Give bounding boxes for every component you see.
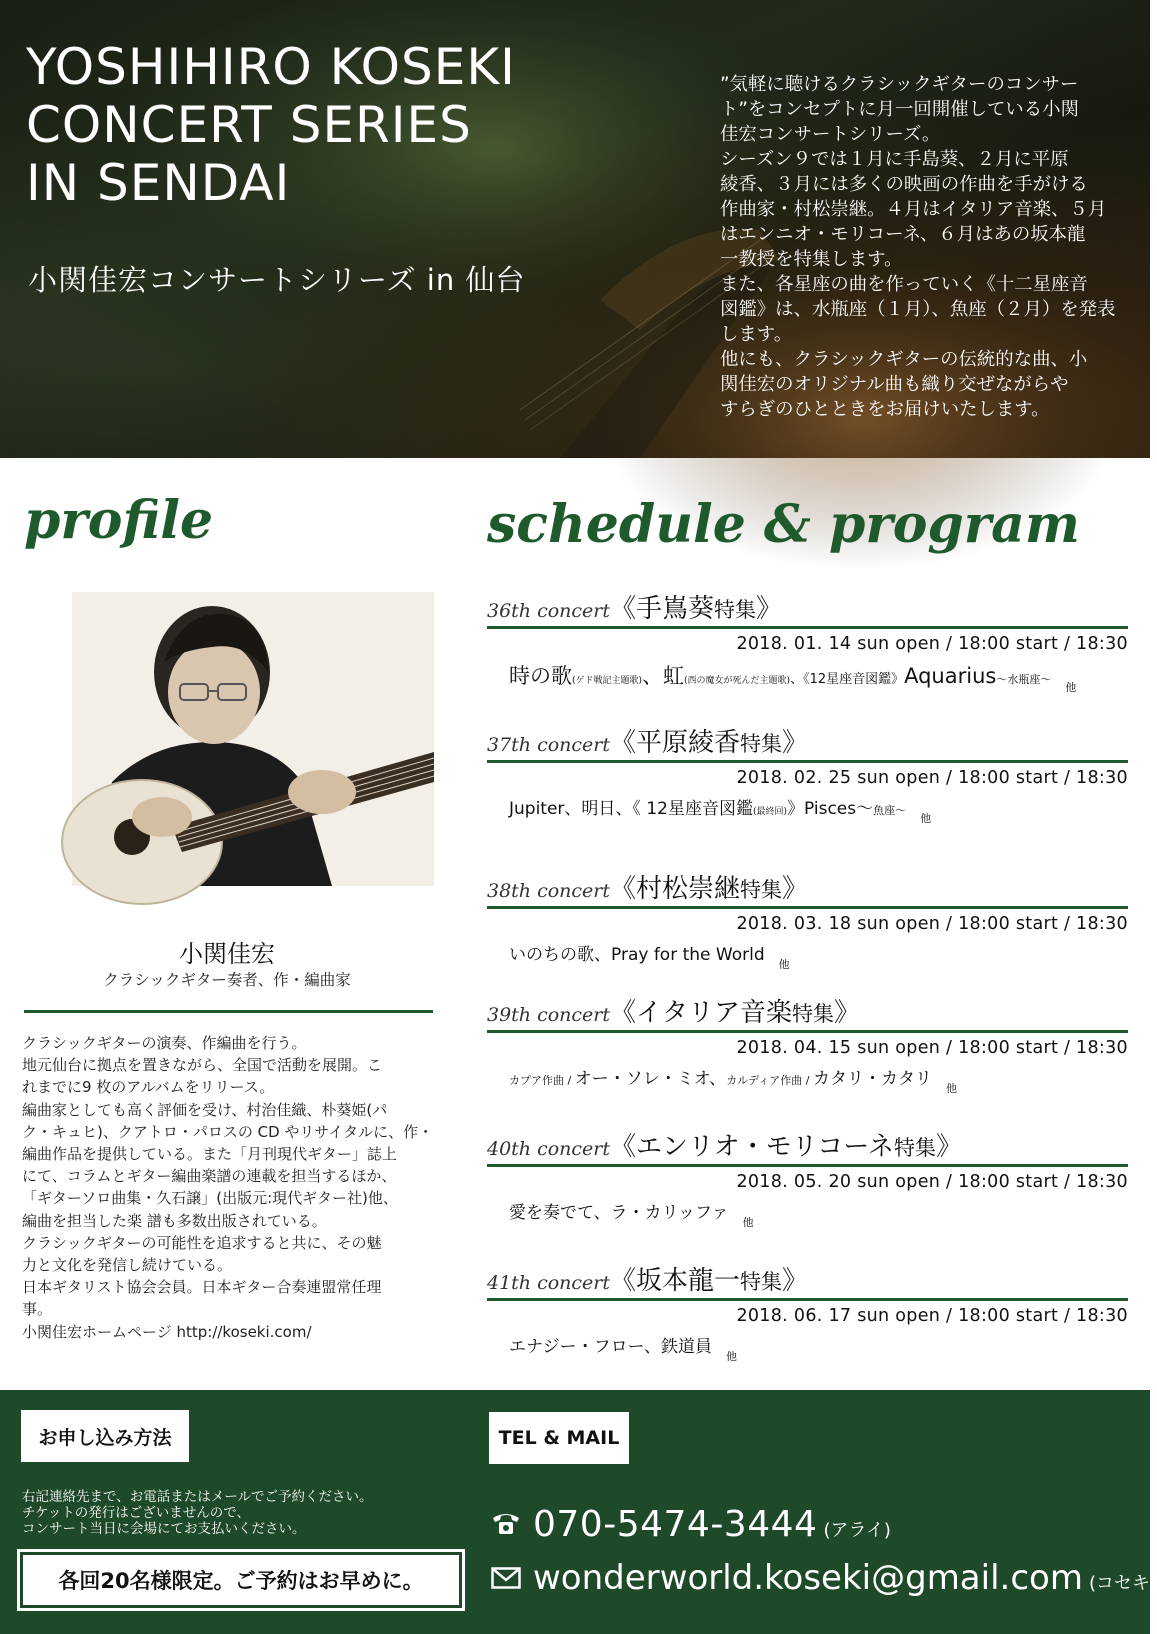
bio-line: 編曲作品を提供している。また「月刊現代ギター」誌上 bbox=[22, 1145, 397, 1164]
concert-theme bbox=[610, 1132, 962, 1162]
intro-line: また、各星座の曲を作っていく《十二星座音 bbox=[720, 274, 1088, 295]
concert-divider bbox=[487, 1298, 1128, 1301]
series-title-line-1: YOSHIHIRO KOSEKI bbox=[26, 38, 516, 96]
bio-line: クラシックギターの演奏、作編曲を行う。 bbox=[22, 1034, 307, 1052]
capacity-notice: 各回20名様限定。ご予約はお早めに。 bbox=[20, 1552, 462, 1608]
intro-line: ”気軽に聴けるクラシックギターのコンサー bbox=[720, 74, 1079, 95]
concert-program bbox=[487, 1198, 1128, 1229]
program-note: (西の魔女が死んだ主題歌) bbox=[684, 676, 791, 686]
apply-line: コンサート当日に会場にてお支払いください。 bbox=[22, 1521, 306, 1537]
bracket-close: 》 bbox=[834, 998, 861, 1028]
concert-divider bbox=[487, 906, 1128, 909]
concert-program bbox=[487, 940, 1128, 971]
concert-title bbox=[487, 722, 1128, 758]
others-mark: 他 bbox=[1065, 681, 1077, 694]
schedule-heading: schedule & program bbox=[487, 494, 1080, 555]
theme-name: イタリア音楽 bbox=[636, 998, 793, 1028]
concert-title bbox=[487, 1126, 1128, 1162]
concert-divider bbox=[487, 1030, 1128, 1033]
program-piece: Jupiter、明日、《 12星座音図鑑 bbox=[509, 799, 753, 819]
bio-line: 力と文化を発信し続けている。 bbox=[22, 1256, 233, 1275]
concert-theme bbox=[610, 1266, 808, 1296]
theme-name: 手嶌葵 bbox=[636, 594, 715, 624]
intro-line: すらぎのひとときをお届けいたします。 bbox=[720, 399, 1050, 420]
concert-divider bbox=[487, 626, 1128, 629]
concert-theme bbox=[610, 998, 860, 1028]
composer-note: カルディア作曲 / bbox=[726, 1074, 814, 1087]
guitarist-illustration bbox=[72, 592, 434, 886]
bracket-open: 《 bbox=[610, 1132, 637, 1162]
theme-suffix: 特集 bbox=[893, 1136, 936, 1160]
bracket-open: 《 bbox=[610, 594, 637, 624]
bracket-open: 《 bbox=[610, 998, 637, 1028]
concert-program bbox=[487, 1332, 1128, 1363]
concert-39 bbox=[487, 992, 1128, 1095]
program-piece: 》Pisces～ bbox=[786, 799, 874, 819]
concert-program bbox=[487, 794, 1128, 825]
profile-divider bbox=[24, 1010, 433, 1013]
theme-name: 坂本龍一 bbox=[636, 1266, 741, 1296]
program-piece: 時の歌 bbox=[509, 664, 572, 688]
concert-program bbox=[487, 660, 1128, 694]
concert-number: 40th concert bbox=[487, 1138, 611, 1160]
concert-36 bbox=[487, 588, 1128, 694]
concert-title bbox=[487, 868, 1128, 904]
email-contact-person: (コセキ) bbox=[1088, 1573, 1157, 1594]
concert-number: 38th concert bbox=[487, 880, 611, 902]
concert-title bbox=[487, 588, 1128, 624]
bio-line: 編曲家としても高く評価を受け、村治佳織、朴葵姫(パ bbox=[22, 1100, 388, 1119]
program-piece: 愛を奏でて、ラ・カリッファ bbox=[509, 1203, 729, 1223]
concert-41 bbox=[487, 1260, 1128, 1363]
concert-40 bbox=[487, 1126, 1128, 1229]
program-note: ～水瓶座～ bbox=[996, 673, 1052, 686]
concert-datetime: 2018. 02. 25 sun open / 18:00 start / 18:30 bbox=[736, 768, 1128, 788]
bio-line: 日本ギタリスト協会会員。日本ギター合奏連盟常任理 bbox=[22, 1278, 382, 1297]
program-piece: エナジー・フロー、鉄道員 bbox=[509, 1337, 712, 1357]
bracket-open: 《 bbox=[610, 1266, 637, 1296]
concert-number: 37th concert bbox=[487, 734, 611, 756]
theme-suffix: 特集 bbox=[714, 598, 757, 622]
intro-line: 図鑑》は、水瓶座（１月）、魚座（２月）を発表 bbox=[720, 299, 1116, 320]
composer-note: カプア作曲 / bbox=[509, 1074, 575, 1087]
theme-name: エンリオ・モリコーネ bbox=[636, 1132, 894, 1162]
program-piece: カタリ・カタリ bbox=[813, 1069, 933, 1089]
bracket-open: 《 bbox=[610, 728, 637, 758]
theme-suffix: 特集 bbox=[792, 1002, 835, 1026]
bracket-close: 》 bbox=[782, 1266, 809, 1296]
series-title-line-3: IN SENDAI bbox=[26, 154, 291, 212]
bracket-close: 》 bbox=[782, 874, 809, 904]
intro-line: ト”をコンセプトに月一回開催している小関 bbox=[720, 99, 1079, 120]
series-title-line-2: CONCERT SERIES bbox=[26, 96, 472, 154]
intro-line: 綾香、３月には多くの映画の作曲を手がける bbox=[720, 174, 1088, 195]
phone-contact-person: (アライ) bbox=[823, 1520, 891, 1541]
program-piece: 、《12星座音図鑑》 bbox=[790, 672, 905, 687]
phone-icon bbox=[491, 1510, 523, 1536]
theme-suffix: 特集 bbox=[740, 878, 783, 902]
email-address[interactable]: wonderworld.koseki@gmail.com bbox=[533, 1558, 1083, 1598]
concert-number: 39th concert bbox=[487, 1004, 611, 1026]
concert-program bbox=[487, 1064, 1128, 1095]
artist-photo bbox=[72, 592, 434, 886]
concert-divider bbox=[487, 760, 1128, 763]
program-piece: Aquarius bbox=[904, 664, 997, 688]
artist-role: クラシックギター奏者、作・編曲家 bbox=[103, 971, 351, 989]
concert-title bbox=[487, 992, 1128, 1028]
concert-datetime: 2018. 03. 18 sun open / 18:00 start / 18:30 bbox=[736, 914, 1128, 934]
program-piece: オー・ソレ・ミオ、 bbox=[574, 1069, 727, 1089]
concert-theme bbox=[610, 594, 782, 624]
intro-line: 他にも、クラシックギターの伝統的な曲、小 bbox=[720, 349, 1088, 370]
booking-footer bbox=[0, 1390, 1157, 1634]
bio-line: 「ギターソロ曲集・久石譲」(出版元:現代ギター社)他、 bbox=[22, 1189, 398, 1208]
theme-suffix: 特集 bbox=[740, 732, 783, 756]
program-piece: いのちの歌、Pray for the World bbox=[509, 945, 765, 965]
bracket-open: 《 bbox=[610, 874, 637, 904]
bio-line: 地元仙台に拠点を置きながら、全国で活動を展開。こ bbox=[22, 1056, 383, 1075]
theme-name: 平原綾香 bbox=[636, 728, 741, 758]
theme-name: 村松崇継 bbox=[636, 874, 741, 904]
how-to-apply-label: お申し込み方法 bbox=[21, 1410, 189, 1462]
concert-datetime: 2018. 05. 20 sun open / 18:00 start / 18:30 bbox=[736, 1172, 1128, 1192]
concert-datetime: 2018. 01. 14 sun open / 18:00 start / 18:30 bbox=[736, 634, 1128, 654]
others-mark: 他 bbox=[742, 1216, 754, 1229]
concert-theme bbox=[610, 874, 808, 904]
program-piece: 、虹 bbox=[642, 664, 685, 688]
bio-line: れまでに9 枚のアルバムをリリース。 bbox=[22, 1078, 275, 1097]
others-mark: 他 bbox=[920, 812, 932, 825]
concert-datetime: 2018. 06. 17 sun open / 18:00 start / 18:30 bbox=[736, 1306, 1128, 1326]
intro-line: 佳宏コンサートシリーズ。 bbox=[720, 124, 941, 145]
series-intro bbox=[720, 72, 1132, 422]
artist-bio bbox=[22, 1032, 440, 1343]
others-mark: 他 bbox=[778, 958, 790, 971]
artist-name: 小関佳宏 bbox=[179, 940, 275, 968]
bio-line: にて、コラムとギター編曲楽譜の連載を担当するほか、 bbox=[22, 1167, 397, 1186]
program-note: (ゲド戦記主題歌) bbox=[572, 676, 643, 686]
concert-title bbox=[487, 1260, 1128, 1296]
bracket-close: 》 bbox=[756, 594, 783, 624]
concert-38 bbox=[487, 868, 1128, 971]
intro-line: 作曲家・村松崇継。４月はイタリア音楽、５月 bbox=[720, 199, 1107, 220]
bio-line: 編曲を担当した楽 譜も多数出版されている。 bbox=[22, 1211, 327, 1230]
apply-line: 右記連絡先まで、お電話またはメールでご予約ください。 bbox=[22, 1489, 373, 1505]
concert-number: 36th concert bbox=[487, 600, 611, 622]
hero-banner bbox=[0, 0, 1150, 458]
bio-line: ク・キュヒ)、クアトロ・パロスの CD やリサイタルに、作・ bbox=[22, 1122, 434, 1141]
intro-line: シーズン９では１月に手島葵、２月に平原 bbox=[720, 149, 1069, 170]
bio-line: 事。 bbox=[22, 1300, 53, 1319]
intro-line: します。 bbox=[720, 324, 793, 345]
bracket-close: 》 bbox=[782, 728, 809, 758]
intro-line: 一教授を特集します。 bbox=[720, 249, 903, 270]
series-subtitle: 小関佳宏コンサートシリーズ in 仙台 bbox=[28, 263, 526, 297]
profile-heading: profile bbox=[24, 490, 214, 551]
apply-line: チケットの発行はございませんので、 bbox=[22, 1505, 251, 1521]
program-note: 魚座～ bbox=[873, 804, 907, 817]
series-title bbox=[26, 38, 676, 212]
theme-suffix: 特集 bbox=[740, 1270, 783, 1294]
intro-line: 関佳宏のオリジナル曲も織り交ぜながらや bbox=[720, 374, 1069, 395]
concert-37 bbox=[487, 722, 1128, 825]
mail-icon bbox=[491, 1567, 523, 1589]
homepage-link[interactable]: 小関佳宏ホームページ http://koseki.com/ bbox=[22, 1322, 312, 1341]
concert-datetime: 2018. 04. 15 sun open / 18:00 start / 18:30 bbox=[736, 1038, 1128, 1058]
bio-line: クラシックギターの可能性を追求すると共に、その魅 bbox=[22, 1233, 382, 1252]
others-mark: 他 bbox=[946, 1082, 958, 1095]
bracket-close: 》 bbox=[935, 1132, 962, 1162]
concert-theme bbox=[610, 728, 808, 758]
phone-contact[interactable] bbox=[491, 1504, 891, 1545]
concert-divider bbox=[487, 1164, 1128, 1167]
tel-mail-label: TEL & MAIL bbox=[489, 1412, 629, 1464]
intro-line: はエンニオ・モリコーネ、６月はあの坂本龍 bbox=[720, 224, 1086, 245]
others-mark: 他 bbox=[725, 1350, 737, 1363]
phone-number[interactable]: 070-5474-3444 bbox=[533, 1504, 818, 1545]
concert-number: 41th concert bbox=[487, 1272, 611, 1294]
program-note: (最終回) bbox=[752, 807, 787, 817]
email-contact[interactable] bbox=[491, 1558, 1157, 1598]
apply-instructions bbox=[22, 1489, 462, 1537]
